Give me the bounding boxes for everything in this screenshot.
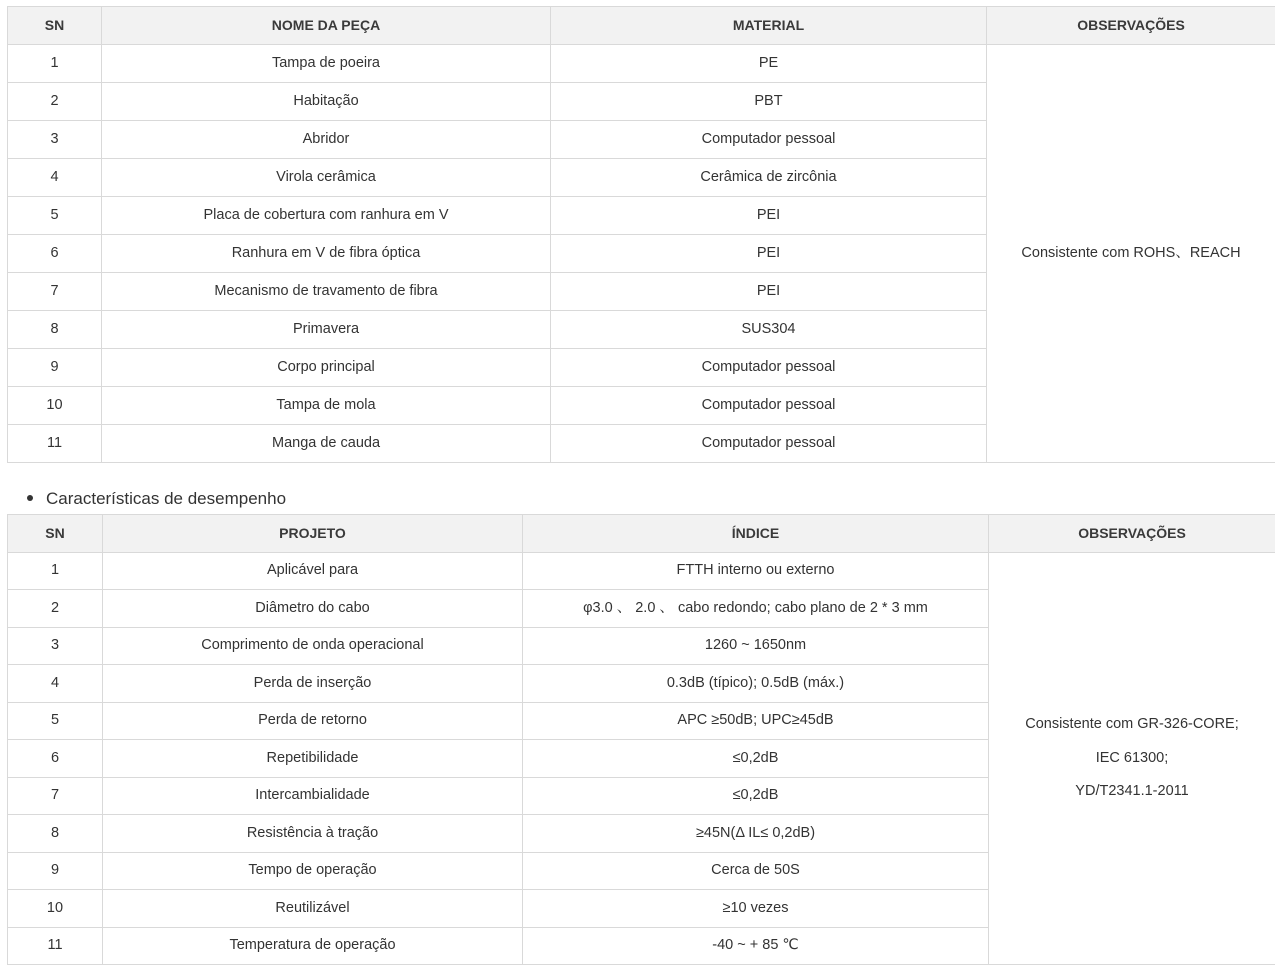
header-sn: SN [8, 515, 103, 553]
cell-project: Diâmetro do cabo [103, 590, 523, 628]
cell-material: PEI [551, 197, 987, 235]
cell-index: φ3.0 、 2.0 、 cabo redondo; cabo plano de 2 * 3 mm [523, 590, 989, 628]
cell-sn: 5 [8, 197, 102, 235]
cell-project: Resistência à tração [103, 815, 523, 853]
cell-sn: 5 [8, 702, 103, 740]
cell-sn: 2 [8, 590, 103, 628]
header-sn: SN [8, 7, 102, 45]
cell-sn: 11 [8, 425, 102, 463]
cell-index: 0.3dB (típico); 0.5dB (máx.) [523, 665, 989, 703]
cell-part-name: Mecanismo de travamento de fibra [102, 273, 551, 311]
cell-part-name: Primavera [102, 311, 551, 349]
cell-sn: 10 [8, 387, 102, 425]
table-header-row [8, 7, 1275, 45]
cell-sn: 3 [8, 121, 102, 159]
cell-index: ≥10 vezes [523, 890, 989, 928]
bullet-icon [27, 495, 33, 501]
materials-table [7, 6, 1275, 463]
observation-line: Consistente com GR-326-CORE; [1025, 716, 1239, 733]
cell-sn: 10 [8, 890, 103, 928]
cell-index: APC ≥50dB; UPC≥45dB [523, 702, 989, 740]
cell-part-name: Tampa de mola [102, 387, 551, 425]
cell-index: ≥45N(Δ IL≤ 0,2dB) [523, 815, 989, 853]
cell-sn: 4 [8, 159, 102, 197]
cell-sn: 1 [8, 45, 102, 83]
cell-part-name: Ranhura em V de fibra óptica [102, 235, 551, 273]
cell-sn: 2 [8, 83, 102, 121]
cell-part-name: Manga de cauda [102, 425, 551, 463]
cell-observation: Consistente com ROHS、REACH [987, 45, 1275, 463]
cell-sn: 6 [8, 235, 102, 273]
cell-material: Computador pessoal [551, 387, 987, 425]
cell-part-name: Virola cerâmica [102, 159, 551, 197]
cell-index: FTTH interno ou externo [523, 552, 989, 590]
cell-project: Intercambialidade [103, 777, 523, 815]
cell-part-name: Abridor [102, 121, 551, 159]
cell-project: Perda de inserção [103, 665, 523, 703]
cell-material: PEI [551, 235, 987, 273]
section-heading [27, 489, 286, 509]
cell-part-name: Tampa de poeira [102, 45, 551, 83]
cell-sn: 4 [8, 665, 103, 703]
cell-index: 1260 ~ 1650nm [523, 627, 989, 665]
table-row [8, 45, 1275, 83]
header-observations: OBSERVAÇÕES [989, 515, 1275, 553]
cell-sn: 1 [8, 552, 103, 590]
cell-index: ≤0,2dB [523, 777, 989, 815]
header-observations: OBSERVAÇÕES [987, 7, 1275, 45]
section-heading-text: Características de desempenho [46, 489, 287, 508]
cell-project: Temperatura de operação [103, 927, 523, 965]
observation-line: YD/T2341.1-2011 [1075, 782, 1189, 799]
performance-table [7, 514, 1275, 965]
cell-index: -40 ~ + 85 ℃ [523, 927, 989, 965]
table-row [8, 552, 1275, 590]
cell-sn: 7 [8, 273, 102, 311]
cell-project: Reutilizável [103, 890, 523, 928]
cell-sn: 9 [8, 349, 102, 387]
cell-sn: 9 [8, 852, 103, 890]
cell-project: Aplicável para [103, 552, 523, 590]
header-material: MATERIAL [551, 7, 987, 45]
cell-material: PBT [551, 83, 987, 121]
cell-sn: 11 [8, 927, 103, 965]
cell-sn: 8 [8, 311, 102, 349]
observation-line: IEC 61300; [1095, 749, 1169, 766]
cell-sn: 7 [8, 777, 103, 815]
cell-project: Repetibilidade [103, 740, 523, 778]
header-project: PROJETO [103, 515, 523, 553]
cell-project: Perda de retorno [103, 702, 523, 740]
cell-sn: 8 [8, 815, 103, 853]
cell-material: Computador pessoal [551, 121, 987, 159]
cell-material: PEI [551, 273, 987, 311]
cell-project: Comprimento de onda operacional [103, 627, 523, 665]
cell-part-name: Placa de cobertura com ranhura em V [102, 197, 551, 235]
table-header-row [8, 515, 1275, 553]
cell-project: Tempo de operação [103, 852, 523, 890]
cell-sn: 6 [8, 740, 103, 778]
cell-material: Computador pessoal [551, 349, 987, 387]
cell-material: PE [551, 45, 987, 83]
cell-part-name: Corpo principal [102, 349, 551, 387]
cell-part-name: Habitação [102, 83, 551, 121]
cell-material: Computador pessoal [551, 425, 987, 463]
cell-sn: 3 [8, 627, 103, 665]
cell-material: SUS304 [551, 311, 987, 349]
header-part-name: NOME DA PEÇA [102, 7, 551, 45]
cell-material: Cerâmica de zircônia [551, 159, 987, 197]
cell-index: Cerca de 50S [523, 852, 989, 890]
cell-observation [989, 552, 1275, 965]
cell-index: ≤0,2dB [523, 740, 989, 778]
header-index: ÍNDICE [523, 515, 989, 553]
